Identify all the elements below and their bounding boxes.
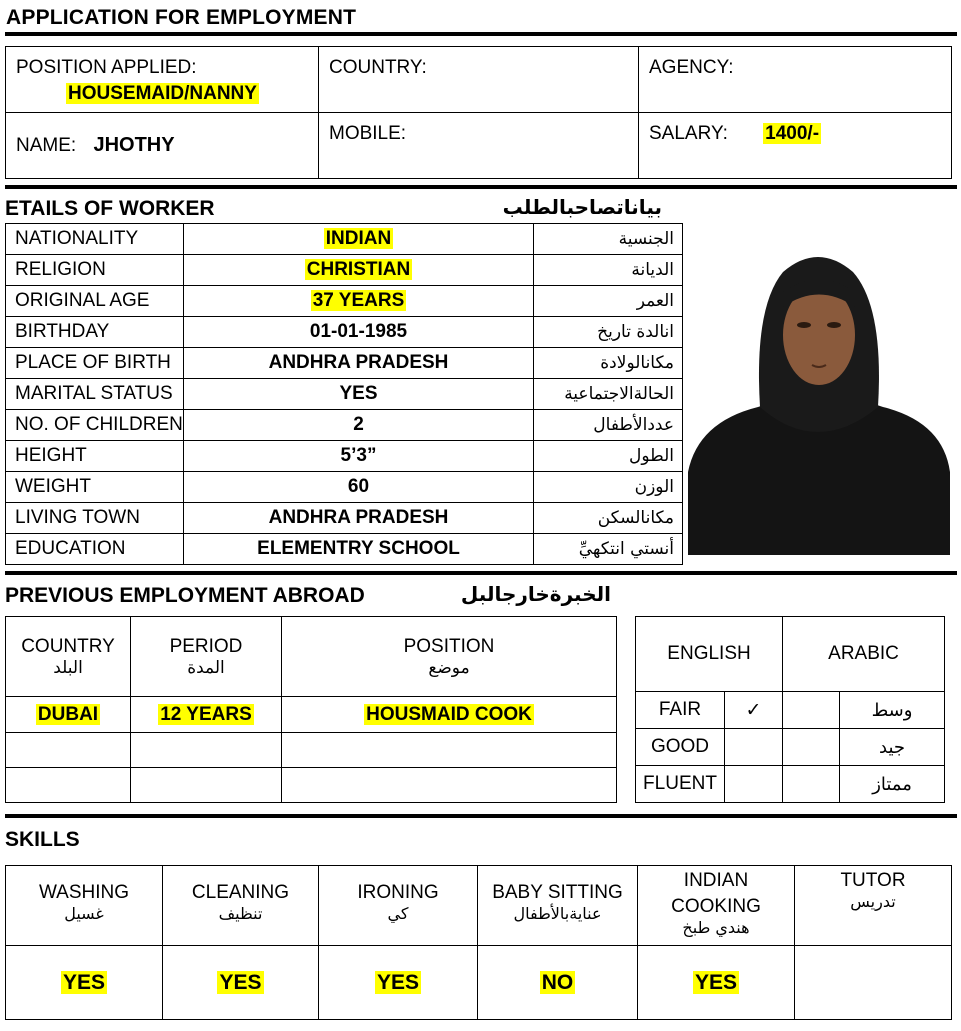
skill-header	[319, 866, 478, 946]
applicant-photo	[688, 247, 950, 555]
details-label-ar: مكانالسكن	[534, 503, 683, 534]
details-value-cell	[184, 472, 534, 503]
form-title: APPLICATION FOR EMPLOYMENT	[6, 6, 357, 29]
salary-label: SALARY:	[649, 123, 728, 144]
skill-name-ar: غسيل	[64, 904, 104, 923]
col-country: COUNTRY	[21, 635, 115, 657]
language-level: FAIR	[636, 692, 725, 729]
skill-value-cell	[795, 946, 952, 1020]
skill-value-cell	[478, 946, 638, 1020]
language-level: FLUENT	[636, 766, 725, 803]
skill-name-line2: COOKING	[671, 896, 761, 917]
skill-value-cell	[6, 946, 163, 1020]
details-label: LIVING TOWN	[6, 503, 184, 534]
skill-value-cell	[638, 946, 795, 1020]
details-value-cell	[184, 286, 534, 317]
skill-name-ar: هندي طبخ	[682, 918, 750, 937]
details-label-ar: أنستي انتكهيِّ	[534, 534, 683, 565]
details-value: 37 YEARS	[312, 290, 405, 311]
details-label-ar: الحالةالاجتماعية	[534, 379, 683, 410]
skill-header	[478, 866, 638, 946]
english-header: ENGLISH	[667, 643, 751, 664]
skill-name: TUTOR	[840, 870, 906, 891]
details-label: NATIONALITY	[6, 224, 184, 255]
skills-table	[5, 865, 952, 1020]
details-row	[6, 255, 683, 286]
col-position-ar: موضع	[428, 657, 470, 678]
position-value: HOUSEMAID/NANNY	[68, 83, 257, 104]
details-label-ar: الوزن	[534, 472, 683, 503]
details-value: 5’3”	[340, 445, 377, 466]
details-table	[5, 223, 683, 565]
details-value: YES	[339, 383, 378, 404]
skill-name: IRONING	[357, 882, 439, 903]
language-row	[636, 692, 945, 729]
details-label: MARITAL STATUS	[6, 379, 184, 410]
details-value-cell	[184, 224, 534, 255]
details-row	[6, 410, 683, 441]
country-label: COUNTRY:	[329, 57, 427, 78]
previous-heading-ar: الخبرةخارجالبل	[460, 582, 611, 606]
arabic-check[interactable]	[783, 766, 840, 803]
language-level: GOOD	[636, 729, 725, 766]
skills-heading: SKILLS	[5, 828, 80, 851]
arabic-check[interactable]	[783, 692, 840, 729]
col-period-ar: المدة	[187, 657, 225, 678]
details-row	[6, 286, 683, 317]
details-divider	[5, 571, 957, 575]
skill-name-ar: كي	[387, 904, 409, 923]
title-divider	[5, 32, 957, 36]
skill-name: CLEANING	[191, 882, 290, 903]
details-label-ar: انالدة تاريخ	[534, 317, 683, 348]
language-table	[635, 616, 945, 803]
details-label: ORIGINAL AGE	[6, 286, 184, 317]
details-row	[6, 472, 683, 503]
details-label: RELIGION	[6, 255, 184, 286]
col-position: POSITION	[403, 635, 495, 657]
details-row	[6, 534, 683, 565]
header-divider	[5, 185, 957, 189]
skill-header	[6, 866, 163, 946]
english-check[interactable]: ✓	[725, 692, 783, 729]
details-row	[6, 224, 683, 255]
language-level-ar: وسط	[840, 692, 945, 729]
skill-name: BABY SITTING	[492, 882, 623, 903]
mobile-label: MOBILE:	[329, 123, 407, 144]
skill-value: YES	[376, 970, 420, 994]
details-label: EDUCATION	[6, 534, 184, 565]
details-row	[6, 317, 683, 348]
details-value: ANDHRA PRADESH	[268, 352, 449, 373]
col-country-ar: البلد	[53, 657, 83, 678]
name-value: JHOTHY	[93, 134, 175, 156]
details-value: INDIAN	[325, 228, 392, 249]
details-label: BIRTHDAY	[6, 317, 184, 348]
previous-employment-table	[5, 616, 617, 803]
details-value-cell	[184, 255, 534, 286]
skill-value: NO	[541, 970, 574, 994]
details-value-cell	[184, 379, 534, 410]
details-label-ar: الديانة	[534, 255, 683, 286]
arabic-header: ARABIC	[828, 643, 899, 664]
details-label: PLACE OF BIRTH	[6, 348, 184, 379]
skill-name-ar: عنايةبالأطفال	[513, 904, 602, 923]
skill-name-ar: تدريس	[850, 892, 896, 911]
skill-value-cell	[163, 946, 319, 1020]
skill-name: INDIAN	[683, 870, 749, 891]
details-row	[6, 379, 683, 410]
arabic-check[interactable]	[783, 729, 840, 766]
details-value: 60	[347, 476, 370, 497]
skill-value-cell	[319, 946, 478, 1020]
details-value-cell	[184, 410, 534, 441]
language-row	[636, 766, 945, 803]
skill-header	[163, 866, 319, 946]
details-value: 01-01-1985	[309, 321, 408, 342]
position-cell	[6, 47, 319, 113]
details-label-ar: عددالأطفال	[534, 410, 683, 441]
details-value: CHRISTIAN	[306, 259, 411, 280]
details-value: ANDHRA PRADESH	[268, 507, 449, 528]
previous-position: HOUSMAID COOK	[366, 703, 532, 725]
details-row	[6, 441, 683, 472]
skill-name-ar: تنظيف	[218, 904, 263, 923]
previous-divider	[5, 814, 957, 818]
skill-header	[638, 866, 795, 946]
agency-label: AGENCY:	[649, 57, 734, 78]
position-label: POSITION APPLIED:	[16, 57, 197, 78]
details-label: WEIGHT	[6, 472, 184, 503]
details-label: NO. OF CHILDREN	[6, 410, 184, 441]
salary-value: 1400/-	[765, 123, 820, 144]
details-value-cell	[184, 348, 534, 379]
details-value: ELEMENTRY SCHOOL	[257, 538, 460, 559]
details-row	[6, 503, 683, 534]
details-heading: ETAILS OF WORKER	[5, 197, 215, 220]
details-label: HEIGHT	[6, 441, 184, 472]
skill-value: YES	[219, 970, 262, 994]
skill-value: YES	[694, 970, 738, 994]
previous-country: DUBAI	[37, 703, 99, 725]
details-label-ar: العمر	[534, 286, 683, 317]
language-level-ar: ممتاز	[840, 766, 945, 803]
details-value-cell	[184, 441, 534, 472]
details-value: 2	[353, 414, 364, 435]
language-row	[636, 729, 945, 766]
details-label-ar: مكانالولادة	[534, 348, 683, 379]
english-check[interactable]	[725, 766, 783, 803]
skill-value: YES	[62, 970, 106, 994]
details-row	[6, 348, 683, 379]
skill-name: WASHING	[38, 882, 130, 903]
details-heading-ar: بياناتصاحبالطلب	[502, 195, 662, 219]
header-table	[5, 46, 952, 179]
english-check[interactable]	[725, 729, 783, 766]
language-level-ar: جيد	[840, 729, 945, 766]
col-period: PERIOD	[169, 635, 243, 657]
skill-header	[795, 866, 952, 946]
details-value-cell	[184, 534, 534, 565]
details-label-ar: الجنسية	[534, 224, 683, 255]
details-label-ar: الطول	[534, 441, 683, 472]
name-label: NAME:	[16, 135, 77, 156]
details-value-cell	[184, 317, 534, 348]
details-value-cell	[184, 503, 534, 534]
previous-heading: PREVIOUS EMPLOYMENT ABROAD	[5, 584, 365, 607]
previous-period: 12 YEARS	[160, 703, 252, 725]
